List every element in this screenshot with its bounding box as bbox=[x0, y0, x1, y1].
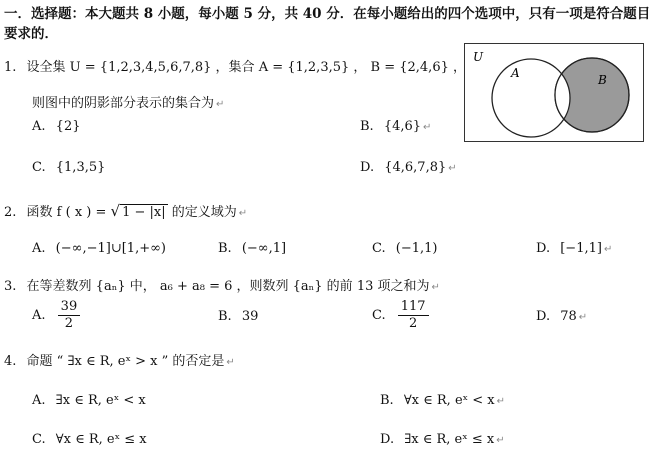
option-label: B. bbox=[380, 393, 394, 408]
option-text: (−∞,−1]∪[1,+∞) bbox=[55, 241, 166, 256]
question-text: 则图中的阴影部分表示的集合为 bbox=[32, 96, 215, 111]
return-mark: ↵ bbox=[496, 435, 505, 446]
option-label: A. bbox=[32, 119, 46, 134]
denominator: 2 bbox=[409, 316, 418, 331]
return-mark: ↵ bbox=[216, 99, 225, 110]
option-label: B. bbox=[218, 309, 232, 324]
option-label: D. bbox=[536, 309, 551, 324]
q3-option-a[interactable] bbox=[32, 299, 80, 332]
universe-label: U bbox=[473, 50, 484, 64]
q2-option-b[interactable] bbox=[218, 241, 286, 256]
question-text: 在等差数列 {aₙ} 中， a₆ + a₈ = 6 ，则数列 {aₙ} 的前 13 项之和为 bbox=[26, 279, 430, 294]
option-text: ∀x ∈ R, eˣ ≤ x bbox=[55, 432, 147, 447]
option-text: 39 bbox=[241, 309, 259, 324]
option-text: ∃x ∈ R, eˣ ≤ x bbox=[404, 432, 495, 447]
q4-option-b[interactable] bbox=[380, 393, 505, 408]
question-text: 命题 “ ∃x ∈ R, eˣ > x ” 的否定是 bbox=[26, 354, 225, 369]
q1-option-b[interactable] bbox=[360, 119, 431, 134]
return-mark: ↵ bbox=[238, 208, 248, 219]
set-a-label: A bbox=[511, 66, 520, 80]
q2-option-c[interactable] bbox=[372, 241, 437, 256]
q4-option-c[interactable] bbox=[32, 432, 147, 447]
question-text: 设全集 U = {1,2,3,4,5,6,7,8} ，集合 A = {1,2,3,5} ， B = {2,4,6} ， bbox=[26, 60, 466, 75]
option-label: D. bbox=[536, 241, 551, 256]
return-mark: ↵ bbox=[578, 312, 588, 323]
q3-option-b[interactable] bbox=[218, 309, 258, 324]
option-label: B. bbox=[218, 241, 232, 256]
option-text: ∃x ∈ R, eˣ < x bbox=[55, 393, 146, 408]
option-label: C. bbox=[372, 241, 386, 256]
numerator: 39 bbox=[58, 299, 81, 316]
q3-option-d[interactable] bbox=[536, 309, 587, 324]
option-label: D. bbox=[360, 160, 375, 175]
question-4-stem bbox=[4, 350, 235, 369]
option-label: A. bbox=[32, 393, 46, 408]
option-text: {2} bbox=[55, 119, 81, 134]
option-text: {4,6,7,8} bbox=[384, 160, 447, 175]
option-text: [−1,1] bbox=[560, 241, 602, 256]
question-1-stem bbox=[4, 56, 466, 75]
q3-option-c[interactable] bbox=[372, 299, 429, 332]
radicand: 1 − |x| bbox=[122, 205, 166, 220]
question-1-stem-line2 bbox=[32, 92, 224, 111]
numerator: 117 bbox=[398, 299, 429, 316]
option-text: ∀x ∈ R, eˣ < x bbox=[403, 393, 495, 408]
return-mark: ↵ bbox=[496, 396, 506, 407]
fraction bbox=[58, 299, 81, 332]
section-header-text: 一．选择题：本大题共 8 小题，每小题 5 分，共 40 分．在每小题给出的四个选项中，只有一项是符合题目要求的． bbox=[4, 6, 651, 42]
return-mark: ↵ bbox=[226, 357, 235, 368]
venn-svg bbox=[465, 44, 642, 140]
q4-option-a[interactable] bbox=[32, 393, 146, 408]
option-text: 78 bbox=[560, 309, 577, 324]
option-label: B. bbox=[360, 119, 374, 134]
option-text: (−∞,1] bbox=[241, 241, 287, 256]
q1-option-d[interactable] bbox=[360, 160, 457, 175]
return-mark: ↵ bbox=[423, 122, 432, 133]
q2-option-a[interactable] bbox=[32, 241, 166, 256]
section-header bbox=[4, 4, 654, 44]
question-2-stem bbox=[4, 201, 247, 220]
question-number: 4. bbox=[4, 354, 17, 369]
option-label: C. bbox=[32, 432, 46, 447]
question-number: 1. bbox=[4, 60, 17, 75]
question-text-suffix: 的定义域为 bbox=[167, 205, 237, 220]
question-3-stem bbox=[4, 275, 440, 294]
option-label: A. bbox=[32, 308, 46, 323]
option-text: (−1,1) bbox=[395, 241, 438, 256]
option-text: {1,3,5} bbox=[55, 160, 106, 175]
option-label: C. bbox=[32, 160, 46, 175]
question-text-prefix: 函数 f ( x ) = bbox=[26, 205, 111, 220]
radical-sign: √ bbox=[110, 202, 121, 220]
q1-option-c[interactable] bbox=[32, 160, 105, 175]
option-text: {4,6} bbox=[383, 119, 422, 134]
q1-option-a[interactable] bbox=[32, 119, 81, 134]
question-number: 2. bbox=[4, 205, 17, 220]
q4-option-d[interactable] bbox=[380, 432, 505, 447]
set-b-label: B bbox=[598, 73, 607, 87]
return-mark: ↵ bbox=[603, 244, 613, 255]
return-mark: ↵ bbox=[448, 163, 457, 174]
fraction bbox=[398, 299, 429, 332]
option-label: C. bbox=[372, 308, 386, 323]
venn-diagram bbox=[464, 43, 644, 142]
denominator: 2 bbox=[64, 316, 74, 331]
option-label: A. bbox=[32, 241, 46, 256]
question-number: 3. bbox=[4, 279, 17, 294]
q2-option-d[interactable] bbox=[536, 241, 612, 256]
return-mark: ↵ bbox=[431, 282, 440, 293]
option-label: D. bbox=[380, 432, 395, 447]
